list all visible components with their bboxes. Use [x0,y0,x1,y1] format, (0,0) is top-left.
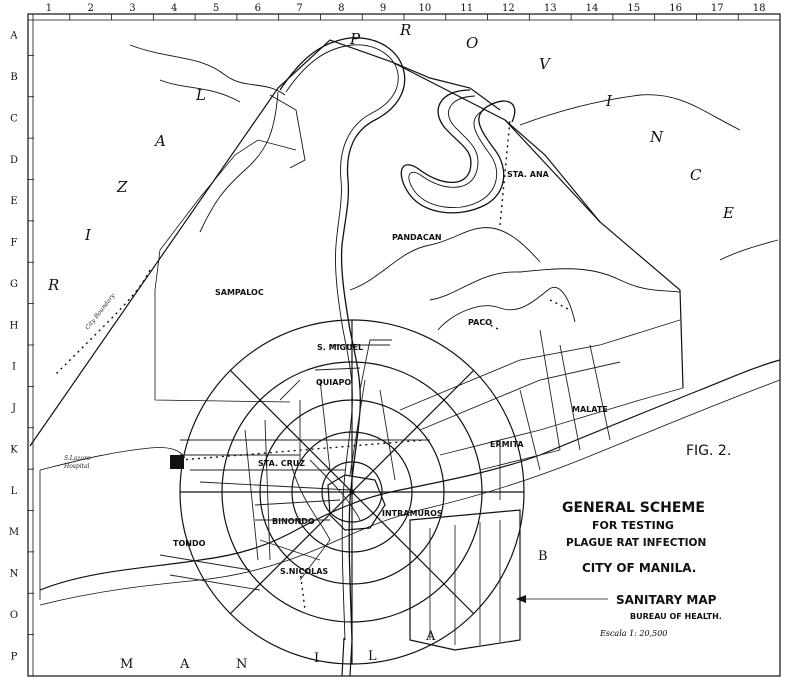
column-label: 11 [460,3,474,14]
row-label: F [10,237,18,249]
street-network [160,320,683,590]
column-grid-ticks [46,3,780,20]
district-tondo: TONDO [173,539,206,548]
row-label: A [10,30,18,42]
row-grid-ticks [9,31,34,676]
sanitary-map-caption: SANITARY MAP [616,593,717,607]
province-letter: I [606,92,612,110]
row-label: G [10,278,18,290]
center-point [350,490,355,495]
bay-letter: A [180,657,190,672]
column-label: 2 [87,3,94,14]
bay-letter: L [368,649,377,664]
rizal-label [47,86,206,294]
district-s-miguel: S. MIGUEL [317,343,364,352]
caption-arrow-head [516,595,526,603]
pandacan-creek [350,228,540,300]
column-label: 1 [45,3,53,14]
column-label: 16 [669,3,682,14]
province-letter: N [650,128,664,146]
column-label: 15 [627,3,641,14]
district-sampaloc: SAMPALOC [215,288,264,297]
province-letter: V [539,55,550,73]
district-paco: PACO [468,318,492,327]
district-ermita: ERMITA [490,440,524,449]
east-creek [520,269,680,292]
column-label: 6 [254,3,261,14]
western-creek [200,92,278,232]
province-letter: C [690,166,702,184]
column-label: 4 [171,3,178,14]
rizal-letter: R [48,276,60,294]
title-line-3: PLAGUE RAT INFECTION [566,537,707,549]
hospital-label-line2: Hospital [64,463,90,470]
row-label: M [8,527,20,539]
district-sta-cruz: STA. CRUZ [258,459,306,468]
column-label: 18 [752,3,766,14]
row-label: K [10,444,18,456]
western-shore [40,447,185,600]
province-letter: R [400,21,412,39]
column-label: 8 [338,3,345,14]
row-label: C [10,113,18,125]
province-letter: E [723,204,734,222]
north-boundary-line [392,62,500,110]
province-label [349,21,734,222]
province-letter: P [350,30,361,48]
row-label: B [10,72,18,84]
title-line-1: GENERAL SCHEME [562,500,705,516]
bay-letter: I [314,651,320,666]
column-label: 17 [710,3,724,14]
row-label: D [9,154,19,166]
district-sta-ana: STA. ANA [507,170,549,179]
rizal-letter: Z [117,178,128,196]
port-piers [430,520,500,645]
rizal-letter: A [155,132,166,150]
row-label: N [9,568,19,580]
manila-bay-label [120,549,548,672]
rizal-letter: L [196,86,206,104]
row-label: J [11,403,17,415]
sampaloc-boundary [155,140,296,402]
column-label: 7 [296,3,303,14]
column-label: 9 [379,3,387,14]
district-binondo: BINONDO [272,517,315,526]
column-label: 13 [543,3,557,14]
hospital-label-line1: S.Lazaro [64,455,91,462]
scale-caption: Escala 1: 20,500 [600,629,668,638]
column-label: 14 [585,3,599,14]
district-quiapo: QUIAPO [316,378,352,387]
row-label: I [12,361,16,373]
district-s-nicolas: S.NICOLAS [280,567,329,576]
figure-label: FIG. 2. [686,443,732,459]
bay-letter: M [120,657,134,672]
row-label: O [9,609,19,621]
title-line-2: FOR TESTING [592,519,674,532]
city-boundary [30,40,683,446]
bureau-caption: BUREAU OF HEALTH. [630,612,722,621]
column-label: 12 [502,3,515,14]
row-label: L [10,485,18,497]
paco-creek [438,287,575,330]
san-juan-meander-inner [409,96,497,208]
province-letter: O [466,34,479,52]
district-malate: MALATE [572,405,608,414]
column-label: 3 [129,3,136,14]
column-label: 10 [418,3,432,14]
bay-letter: A [426,629,436,644]
rizal-letter: I [85,226,91,244]
district-pandacan: PANDACAN [392,233,442,242]
bay-letter: B [538,549,548,564]
column-label: 5 [212,3,220,14]
title-line-4: CITY OF MANILA. [582,561,697,575]
north-breakwater [342,638,352,676]
row-label: E [10,196,18,208]
map-frame [28,14,780,676]
row-label: P [10,651,18,663]
bay-letter: N [236,657,248,672]
district-intramuros: INTRAMUROS [382,509,443,518]
city-boundary-label: City Boundary [84,292,117,332]
row-label: H [9,320,19,332]
